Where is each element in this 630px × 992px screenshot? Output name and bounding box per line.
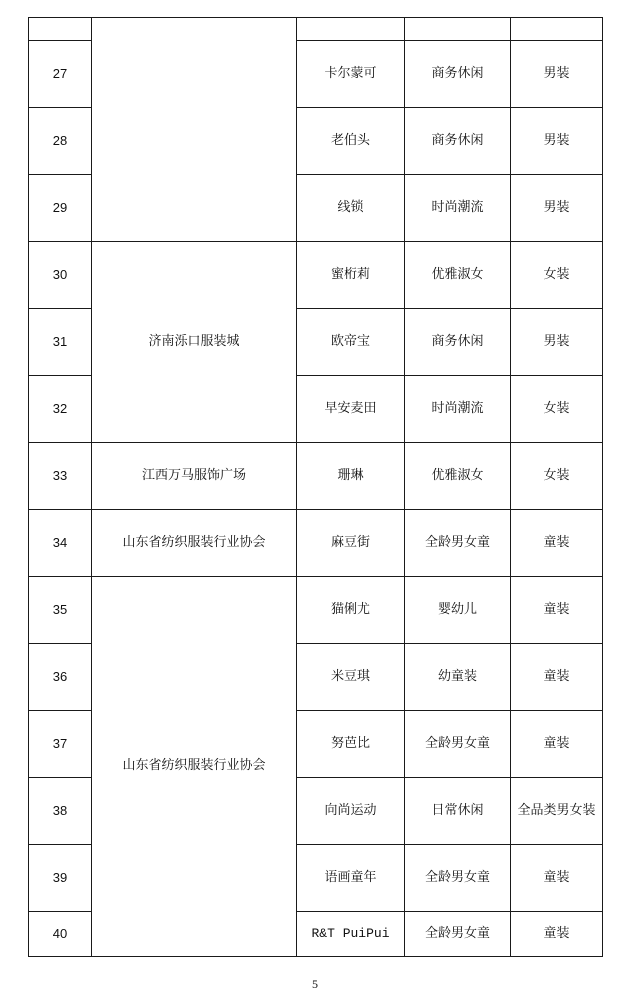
brand-category: 男装 xyxy=(511,175,603,242)
table-row xyxy=(29,242,603,309)
stub-cell-style xyxy=(405,18,511,41)
brand-style: 时尚潮流 xyxy=(405,175,511,242)
brand-style: 日常休闲 xyxy=(405,778,511,845)
row-number: 29 xyxy=(29,175,92,242)
brand-style: 优雅淑女 xyxy=(405,443,511,510)
row-number: 35 xyxy=(29,577,92,644)
brand-style: 婴幼儿 xyxy=(405,577,511,644)
brand-name: 早安麦田 xyxy=(297,376,405,443)
stub-cell-category xyxy=(511,18,603,41)
brand-category: 童装 xyxy=(511,577,603,644)
brand-category: 女装 xyxy=(511,443,603,510)
brand-category: 女装 xyxy=(511,376,603,443)
group-cell-continued xyxy=(92,18,297,242)
brand-style: 全龄男女童 xyxy=(405,510,511,577)
row-number: 32 xyxy=(29,376,92,443)
brand-name: 努芭比 xyxy=(297,711,405,778)
brand-category: 童装 xyxy=(511,912,603,957)
brand-style: 商务休闲 xyxy=(405,108,511,175)
table-row xyxy=(29,443,603,510)
brand-name: 老伯头 xyxy=(297,108,405,175)
brand-category: 女装 xyxy=(511,242,603,309)
row-number: 28 xyxy=(29,108,92,175)
row-number: 30 xyxy=(29,242,92,309)
group-cell: 山东省纺织服装行业协会 xyxy=(92,577,297,957)
row-number: 37 xyxy=(29,711,92,778)
brand-style: 优雅淑女 xyxy=(405,242,511,309)
brand-name: 米豆琪 xyxy=(297,644,405,711)
brand-category: 童装 xyxy=(511,644,603,711)
brand-name: 欧帝宝 xyxy=(297,309,405,376)
group-cell: 山东省纺织服装行业协会 xyxy=(92,510,297,577)
brand-category: 男装 xyxy=(511,108,603,175)
brand-name: 语画童年 xyxy=(297,845,405,912)
row-number: 39 xyxy=(29,845,92,912)
brand-category: 全品类男女装 xyxy=(511,778,603,845)
brand-name: 珊琳 xyxy=(297,443,405,510)
stub-cell-brand xyxy=(297,18,405,41)
brand-name: 卡尔蒙可 xyxy=(297,41,405,108)
brand-category: 童装 xyxy=(511,845,603,912)
row-number: 36 xyxy=(29,644,92,711)
brand-category: 童装 xyxy=(511,510,603,577)
brand-name: 蜜桁莉 xyxy=(297,242,405,309)
row-number: 33 xyxy=(29,443,92,510)
brand-name: 麻豆街 xyxy=(297,510,405,577)
brand-name: 向尚运动 xyxy=(297,778,405,845)
brand-style: 幼童装 xyxy=(405,644,511,711)
brand-style: 商务休闲 xyxy=(405,309,511,376)
brand-name: 猫俐尤 xyxy=(297,577,405,644)
page-number: 5 xyxy=(312,977,318,991)
brand-category: 男装 xyxy=(511,41,603,108)
brand-style: 时尚潮流 xyxy=(405,376,511,443)
brand-table xyxy=(28,17,603,957)
table-row-stub xyxy=(29,18,603,41)
brand-name: 线锁 xyxy=(297,175,405,242)
brand-name: R&T PuiPui xyxy=(297,912,405,957)
group-cell: 济南泺口服装城 xyxy=(92,242,297,443)
row-number: 34 xyxy=(29,510,92,577)
brand-category: 童装 xyxy=(511,711,603,778)
table-row xyxy=(29,577,603,644)
table-row xyxy=(29,510,603,577)
group-cell: 江西万马服饰广场 xyxy=(92,443,297,510)
brand-style: 全龄男女童 xyxy=(405,711,511,778)
brand-style: 商务休闲 xyxy=(405,41,511,108)
row-number: 38 xyxy=(29,778,92,845)
brand-category: 男装 xyxy=(511,309,603,376)
stub-cell-number xyxy=(29,18,92,41)
row-number: 40 xyxy=(29,912,92,957)
row-number: 27 xyxy=(29,41,92,108)
brand-style: 全龄男女童 xyxy=(405,912,511,957)
row-number: 31 xyxy=(29,309,92,376)
brand-style: 全龄男女童 xyxy=(405,845,511,912)
